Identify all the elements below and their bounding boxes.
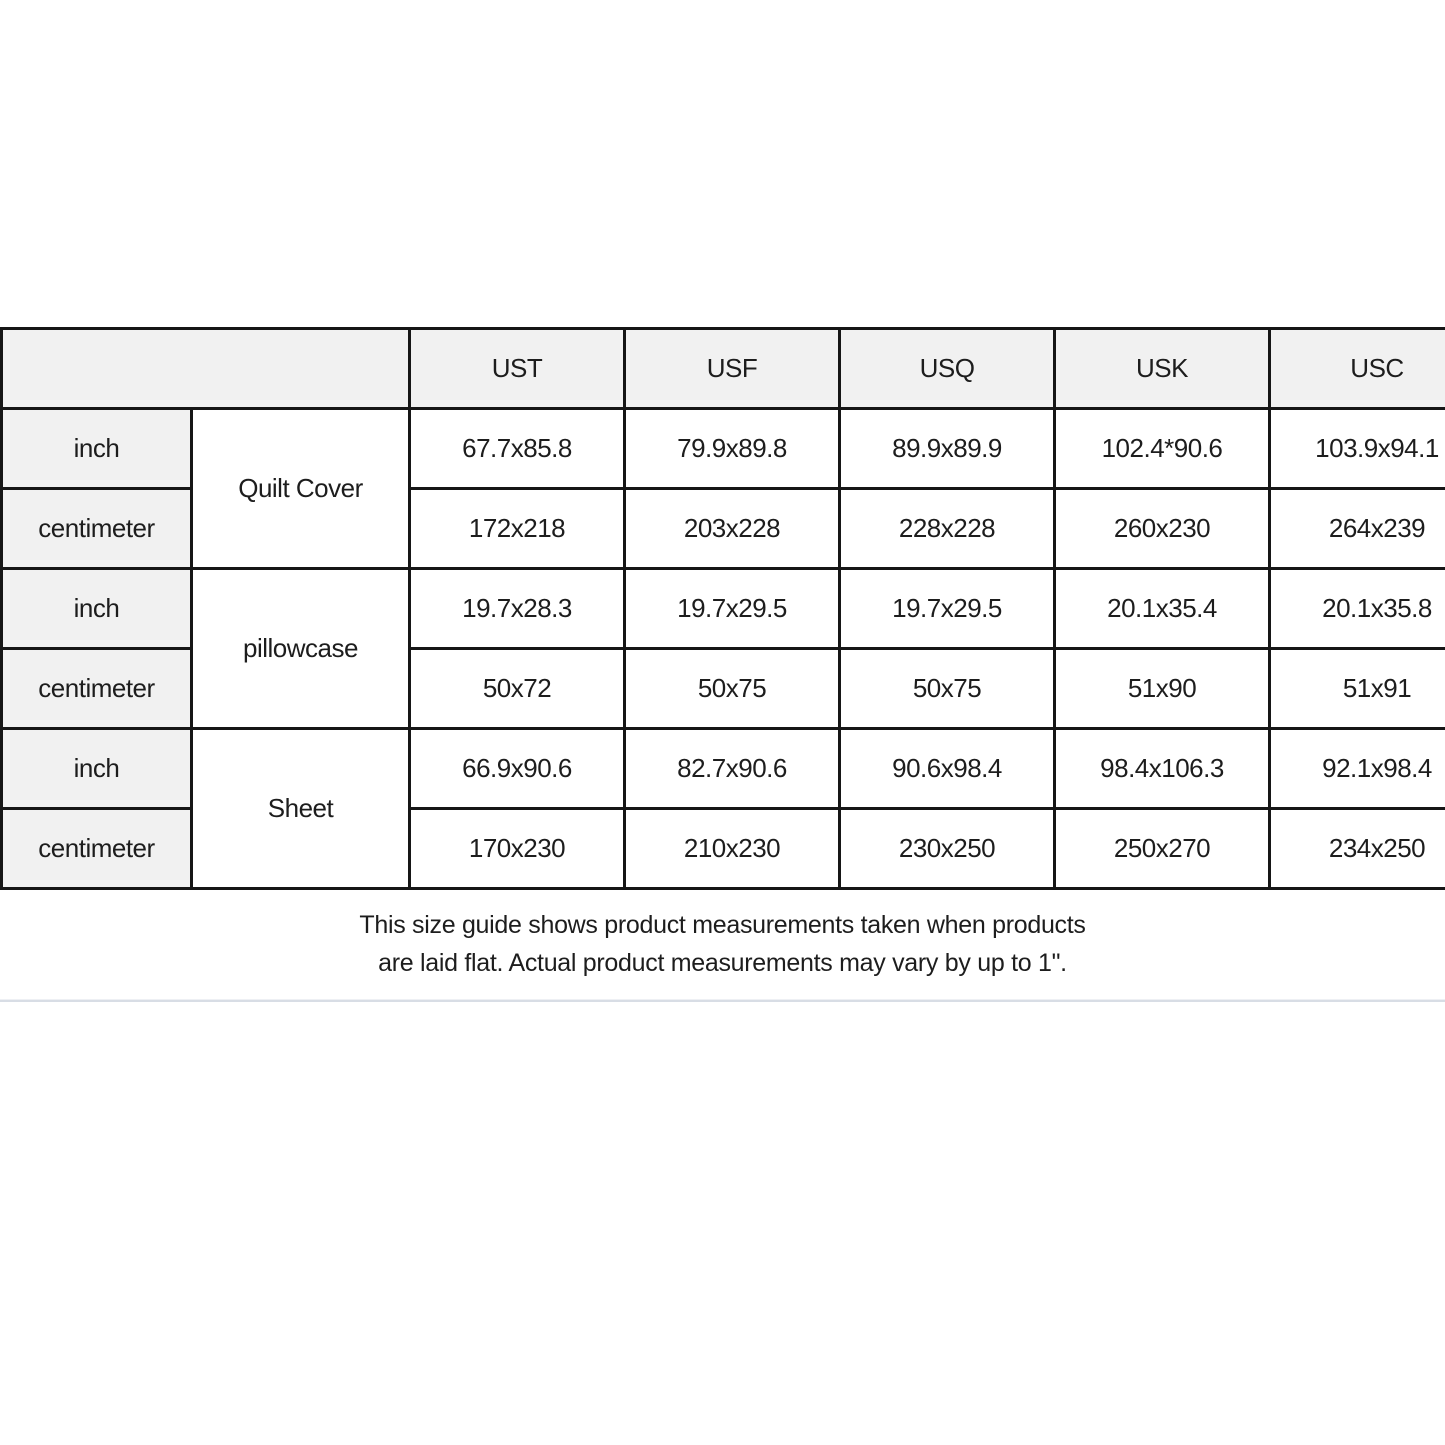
size-value-sheet-cm-usf: 210x230 xyxy=(625,809,840,889)
size-value-sheet-inch-usf: 82.7x90.6 xyxy=(625,729,840,809)
size-guide-note xyxy=(0,906,1445,982)
size-value-pillow-cm-usq: 50x75 xyxy=(840,649,1055,729)
size-value-pillow-cm-ust: 50x72 xyxy=(410,649,625,729)
column-header-usk: USK xyxy=(1055,329,1270,409)
size-value-quilt-cm-usk: 260x230 xyxy=(1055,489,1270,569)
size-value-quilt-inch-ust: 67.7x85.8 xyxy=(410,409,625,489)
size-value-pillow-cm-usc: 51x91 xyxy=(1270,649,1445,729)
size-value-pillow-inch-ust: 19.7x28.3 xyxy=(410,569,625,649)
product-name-quilt-cover: Quilt Cover xyxy=(192,409,410,569)
size-value-quilt-cm-usf: 203x228 xyxy=(625,489,840,569)
size-value-quilt-inch-usc: 103.9x94.1 xyxy=(1270,409,1445,489)
size-value-quilt-inch-usq: 89.9x89.9 xyxy=(840,409,1055,489)
size-value-sheet-cm-usk: 250x270 xyxy=(1055,809,1270,889)
quilt-cover-inch-row xyxy=(2,409,1445,489)
size-value-sheet-cm-usc: 234x250 xyxy=(1270,809,1445,889)
unit-label-centimeter: centimeter xyxy=(2,809,192,889)
size-value-pillow-inch-usc: 20.1x35.8 xyxy=(1270,569,1445,649)
size-value-sheet-cm-ust: 170x230 xyxy=(410,809,625,889)
size-value-sheet-cm-usq: 230x250 xyxy=(840,809,1055,889)
size-value-quilt-cm-usc: 264x239 xyxy=(1270,489,1445,569)
column-header-usc: USC xyxy=(1270,329,1445,409)
column-header-ust: UST xyxy=(410,329,625,409)
size-value-sheet-inch-ust: 66.9x90.6 xyxy=(410,729,625,809)
section-divider xyxy=(0,999,1445,1002)
size-value-sheet-inch-usk: 98.4x106.3 xyxy=(1055,729,1270,809)
size-value-sheet-inch-usc: 92.1x98.4 xyxy=(1270,729,1445,809)
size-value-quilt-cm-ust: 172x218 xyxy=(410,489,625,569)
size-value-pillow-inch-usq: 19.7x29.5 xyxy=(840,569,1055,649)
header-row xyxy=(2,329,1445,409)
product-name-pillowcase: pillowcase xyxy=(192,569,410,729)
corner-cell xyxy=(2,329,410,409)
size-value-quilt-inch-usf: 79.9x89.8 xyxy=(625,409,840,489)
column-header-usq: USQ xyxy=(840,329,1055,409)
sheet-inch-row xyxy=(2,729,1445,809)
size-value-pillow-inch-usk: 20.1x35.4 xyxy=(1055,569,1270,649)
unit-label-inch: inch xyxy=(2,409,192,489)
size-guide-table-container xyxy=(0,327,1445,897)
size-value-quilt-inch-usk: 102.4*90.6 xyxy=(1055,409,1270,489)
unit-label-centimeter: centimeter xyxy=(2,489,192,569)
unit-label-centimeter: centimeter xyxy=(2,649,192,729)
pillowcase-inch-row xyxy=(2,569,1445,649)
size-guide-table xyxy=(0,327,1445,890)
size-value-sheet-inch-usq: 90.6x98.4 xyxy=(840,729,1055,809)
size-value-pillow-cm-usf: 50x75 xyxy=(625,649,840,729)
size-value-quilt-cm-usq: 228x228 xyxy=(840,489,1055,569)
unit-label-inch: inch xyxy=(2,729,192,809)
column-header-usf: USF xyxy=(625,329,840,409)
product-name-sheet: Sheet xyxy=(192,729,410,889)
unit-label-inch: inch xyxy=(2,569,192,649)
note-line-1: This size guide shows product measurements taken when products xyxy=(359,911,1086,939)
note-line-2: are laid flat. Actual product measurements may vary by up to 1". xyxy=(378,949,1067,977)
size-value-pillow-cm-usk: 51x90 xyxy=(1055,649,1270,729)
size-value-pillow-inch-usf: 19.7x29.5 xyxy=(625,569,840,649)
